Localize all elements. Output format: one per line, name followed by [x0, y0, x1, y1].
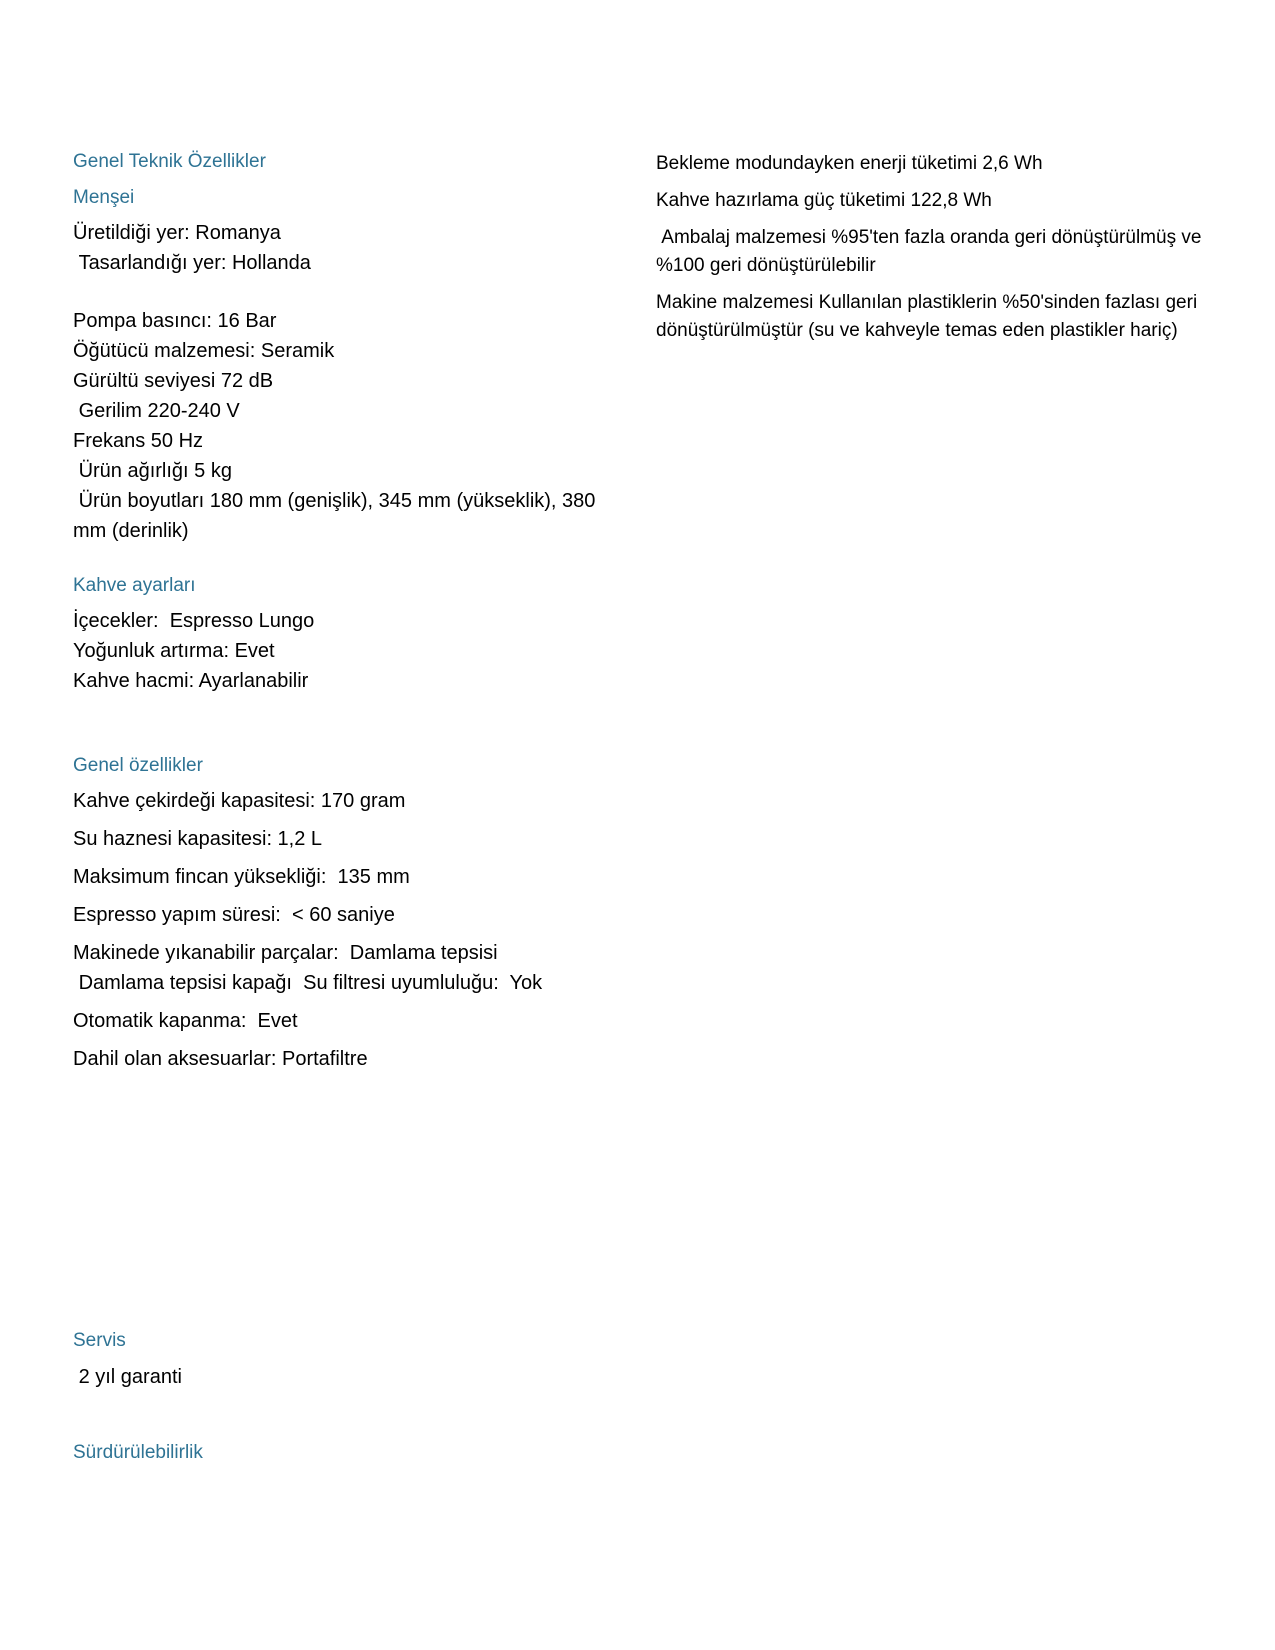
genel-ozellik-line: Espresso yapım süresi: < 60 saniye: [73, 904, 395, 926]
heading-mensei: Menşei: [73, 187, 135, 208]
kahve-ayar-line: İçecekler: Espresso Lungo: [73, 610, 315, 632]
genel-ozellik-line: Dahil olan aksesuarlar: Portafiltre: [73, 1048, 368, 1070]
right-line: Ambalaj malzemesi %95'ten fazla oranda geri dönüştürülmüş ve %100 geri dönüştürülebilir: [656, 227, 1207, 276]
genel-ozellik-line: Damlama tepsisi kapağı Su filtresi uyumluluğu: Yok: [73, 972, 543, 994]
genel-ozellik-line: Makinede yıkanabilir parçalar: Damlama tepsisi: [73, 942, 498, 964]
servis-line: 2 yıl garanti: [73, 1366, 182, 1388]
right-line: Kahve hazırlama güç tüketimi 122,8 Wh: [656, 190, 992, 211]
mensei-line: Üretildiği yer: Romanya: [73, 222, 281, 244]
heading-surdurulebilirlik: Sürdürülebilirlik: [73, 1442, 203, 1463]
mensei-line: Tasarlandığı yer: Hollanda: [73, 252, 311, 274]
heading-genel-teknik: Genel Teknik Özellikler: [73, 151, 266, 172]
heading-servis: Servis: [73, 1330, 126, 1351]
left-column: [73, 150, 633, 1074]
spec-line: Pompa basıncı: 16 Bar: [73, 310, 277, 332]
spec-line: Gürültü seviyesi 72 dB: [73, 370, 274, 392]
spec-line: Ürün boyutları 180 mm (genişlik), 345 mm (yükseklik), 380 mm (derinlik): [73, 490, 601, 542]
kahve-ayar-line: Yoğunluk artırma: Evet: [73, 640, 275, 662]
genel-ozellik-line: Maksimum fincan yüksekliği: 135 mm: [73, 866, 410, 888]
genel-ozellik-line: Otomatik kapanma: Evet: [73, 1010, 298, 1032]
spec-line: Frekans 50 Hz: [73, 430, 204, 452]
spec-line: Öğütücü malzemesi: Seramik: [73, 340, 335, 362]
right-line: Makine malzemesi Kullanılan plastiklerin %50'sinden fazlası geri dönüştürülmüştür (su ve kahveyle temas eden plastikler hariç): [656, 292, 1203, 341]
kahve-ayar-line: Kahve hacmi: Ayarlanabilir: [73, 670, 309, 692]
right-line: Bekleme modundayken enerji tüketimi 2,6 Wh: [656, 153, 1043, 174]
spec-line: Gerilim 220-240 V: [73, 400, 240, 422]
right-column: [656, 150, 1216, 345]
genel-ozellik-line: Kahve çekirdeği kapasitesi: 170 gram: [73, 790, 406, 812]
heading-kahve-ayarlari: Kahve ayarları: [73, 575, 196, 596]
genel-ozellik-line: Su haznesi kapasitesi: 1,2 L: [73, 828, 323, 850]
heading-genel-ozellikler: Genel özellikler: [73, 755, 203, 776]
spec-line: Ürün ağırlığı 5 kg: [73, 460, 232, 482]
